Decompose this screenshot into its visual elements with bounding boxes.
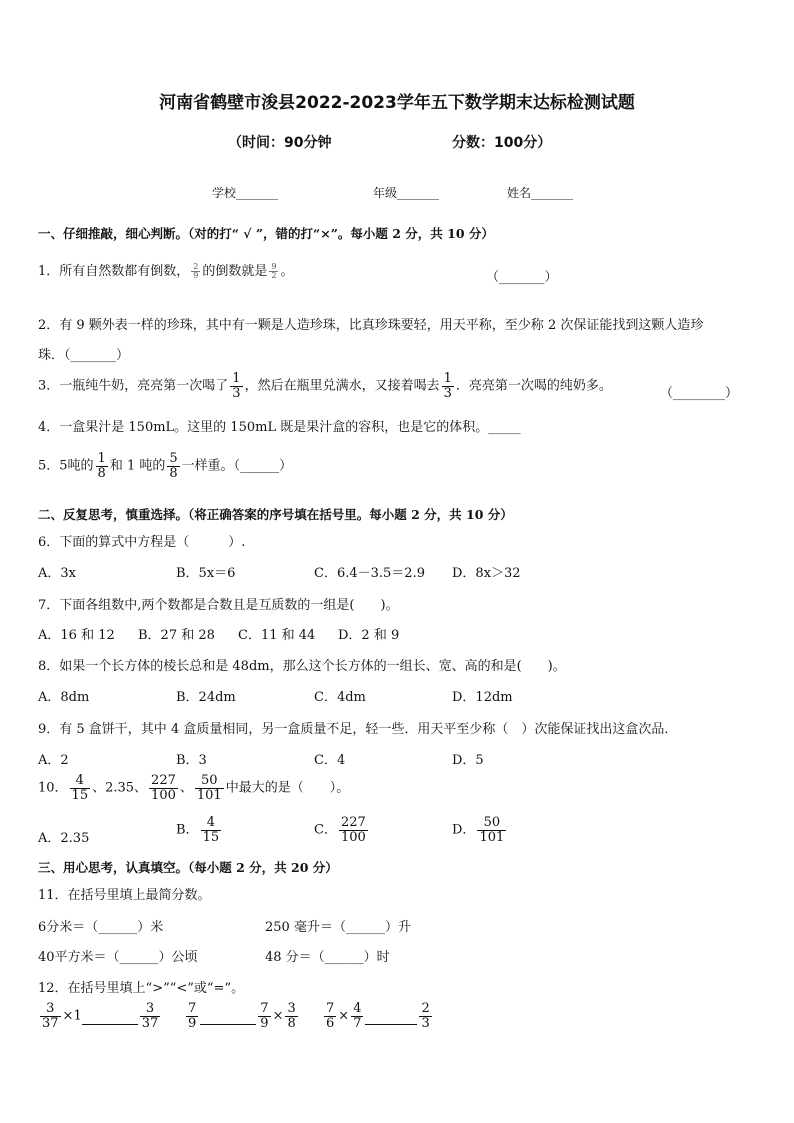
time-limit: （时间：90分钟 <box>228 135 332 151</box>
q5-fraction-2: $\frac{5}{8}$ <box>169 451 178 481</box>
q10-option-b: B． $\frac{4}{15}$ <box>176 815 220 845</box>
q8-option-c: C．4dm <box>314 690 366 705</box>
q10-text-e: 中最大的是（ ）。 <box>225 780 350 796</box>
q3-answer-blank: （________） <box>660 386 739 401</box>
q10-option-d-fraction: $\frac{50}{101}$ <box>479 815 505 845</box>
q6-option-b: B．5x＝6 <box>176 566 236 581</box>
question-8: 8．如果一个长方体的棱长总和是 48dm，那么这个长方体的一组长、宽、高的和是( )。 <box>38 659 566 674</box>
q12-blank-3 <box>365 1009 417 1025</box>
question-9: 9．有 5 盒饼干，其中 4 盒质量相同，另一盒质量不足，轻一些．用天平至少称（ ）次能保证找出这盒次品． <box>38 722 678 737</box>
q10-option-a: A．2.35 <box>38 831 90 846</box>
q1-text-b: 的倒数就是 <box>202 264 268 279</box>
question-6: 6．下面的算式中方程是（ ）. <box>38 535 246 550</box>
question-12: 12．在括号里填上“>”“<”或“=”。 <box>38 981 245 996</box>
q3-fraction-2: $\frac{1}{3}$ <box>443 371 452 401</box>
q10-option-c-fraction: $\frac{227}{100}$ <box>340 815 366 845</box>
q8-option-b: B．24dm <box>176 690 236 705</box>
q6-option-a: A．3x <box>38 566 76 581</box>
q7-option-b: B．27 和 28 <box>138 628 215 643</box>
q8-option-a: A．8dm <box>38 690 90 705</box>
q12-expression-2: $\frac{7}{9}$ $\frac{7}{9}$ × $\frac{3}{8}$ <box>188 1001 296 1031</box>
q3-text-b: ，然后在瓶里兑满水，又接着喝去 <box>244 378 440 394</box>
question-4: 4．一盒果汁是 150mL。这里的 150mL 既是果汁盒的容积，也是它的体积。_____ <box>38 420 521 435</box>
q11-item-3: 40平方米＝（______）公顷 <box>38 950 198 965</box>
q5-text-a: 5．5吨的 <box>38 458 94 474</box>
q3-text-c: ．亮亮第一次喝的纯奶多。 <box>455 378 612 394</box>
q1-fraction-2: $\frac{9}{2}$ <box>271 261 277 280</box>
q10-option-b-fraction: $\frac{4}{15}$ <box>202 815 220 845</box>
q12-expression-3: $\frac{7}{6}$ × $\frac{4}{7}$ $\frac{2}{3}$ <box>326 1001 430 1031</box>
q5-text-b: 和 1 吨的 <box>109 458 166 474</box>
q7-option-a: A．16 和 12 <box>38 628 115 643</box>
q1-text-a: 1．所有自然数都有倒数， <box>38 264 190 279</box>
q10-text-a: 10． <box>38 780 68 796</box>
q11-item-1: 6分米＝（______）米 <box>38 920 164 935</box>
q11-item-2: 250 毫升＝（______）升 <box>265 920 411 935</box>
section-1-heading: 一、仔细推敲，细心判断。（对的打“ √ ”，错的打“×”。每小题 2 分，共 10 分） <box>38 226 494 241</box>
q12-blank-2 <box>200 1009 256 1025</box>
school-field: 学校_______ <box>212 186 279 200</box>
q6-option-d: D．8x＞32 <box>452 566 521 581</box>
q10-fraction-3: $\frac{50}{101}$ <box>196 773 222 803</box>
name-field: 姓名_______ <box>507 186 574 200</box>
q1-answer-blank: （_______） <box>486 270 558 285</box>
q7-option-d: D．2 和 9 <box>338 628 400 643</box>
q10-option-d: D． $\frac{50}{101}$ <box>452 815 505 845</box>
total-score: 分数：100分） <box>452 135 552 151</box>
q5-text-c: 一样重。（______） <box>181 458 293 474</box>
q9-option-c: C．4 <box>314 753 346 768</box>
q9-option-b: B．3 <box>176 753 207 768</box>
question-7: 7．下面各组数中,两个数都是合数且是互质数的一组是( )。 <box>38 598 399 613</box>
question-11: 11．在括号里填上最简分数。 <box>38 888 211 903</box>
question-10 <box>38 774 349 802</box>
q6-option-c: C．6.4－3.5＝2.9 <box>314 566 425 581</box>
q3-fraction-1: $\frac{1}{3}$ <box>232 371 241 401</box>
section-2-heading: 二、反复思考，慎重选择。（将正确答案的序号填在括号里。每小题 2 分，共 10 分） <box>38 507 513 522</box>
section-3-heading: 三、用心思考，认真填空。（每小题 2 分，共 20 分） <box>38 860 338 875</box>
question-3 <box>38 372 612 400</box>
q10-text-c: 、 <box>179 780 193 796</box>
q1-fraction-1: $\frac{2}{9}$ <box>193 261 199 280</box>
q7-option-c: C．11 和 44 <box>238 628 316 643</box>
q10-fraction-1: $\frac{4}{15}$ <box>71 773 89 803</box>
q10-option-c: C． $\frac{227}{100}$ <box>314 815 366 845</box>
q9-option-d: D．5 <box>452 753 484 768</box>
q8-option-d: D．12dm <box>452 690 513 705</box>
q5-fraction-1: $\frac{1}{8}$ <box>97 451 106 481</box>
page-title: 河南省鹤壁市浚县2022-2023学年五下数学期末达标检测试题 <box>159 93 635 113</box>
question-1 <box>38 260 294 280</box>
question-2-line-2: 珠．（_______） <box>38 348 130 363</box>
q9-option-a: A．2 <box>38 753 69 768</box>
q10-fraction-2: $\frac{227}{100}$ <box>151 773 176 803</box>
q11-item-4: 48 分＝（______）时 <box>265 950 390 965</box>
q12-blank-1 <box>82 1009 138 1025</box>
question-5 <box>38 452 292 480</box>
q10-text-b: 、2.35、 <box>92 780 148 796</box>
q3-text-a: 3．一瓶纯牛奶，亮亮第一次喝了 <box>38 378 229 394</box>
question-2-line-1: 2．有 9 颗外表一样的珍珠，其中有一颗是人造珍珠，比真珍珠要轻，用天平称，至少称 2 次保证能找到这颗人造珍 <box>38 318 704 333</box>
q12-expression-1: $\frac{3}{37}$ ×1 $\frac{3}{37}$ <box>42 1001 159 1031</box>
grade-field: 年级_______ <box>373 186 440 200</box>
q1-text-c: 。 <box>280 264 294 279</box>
